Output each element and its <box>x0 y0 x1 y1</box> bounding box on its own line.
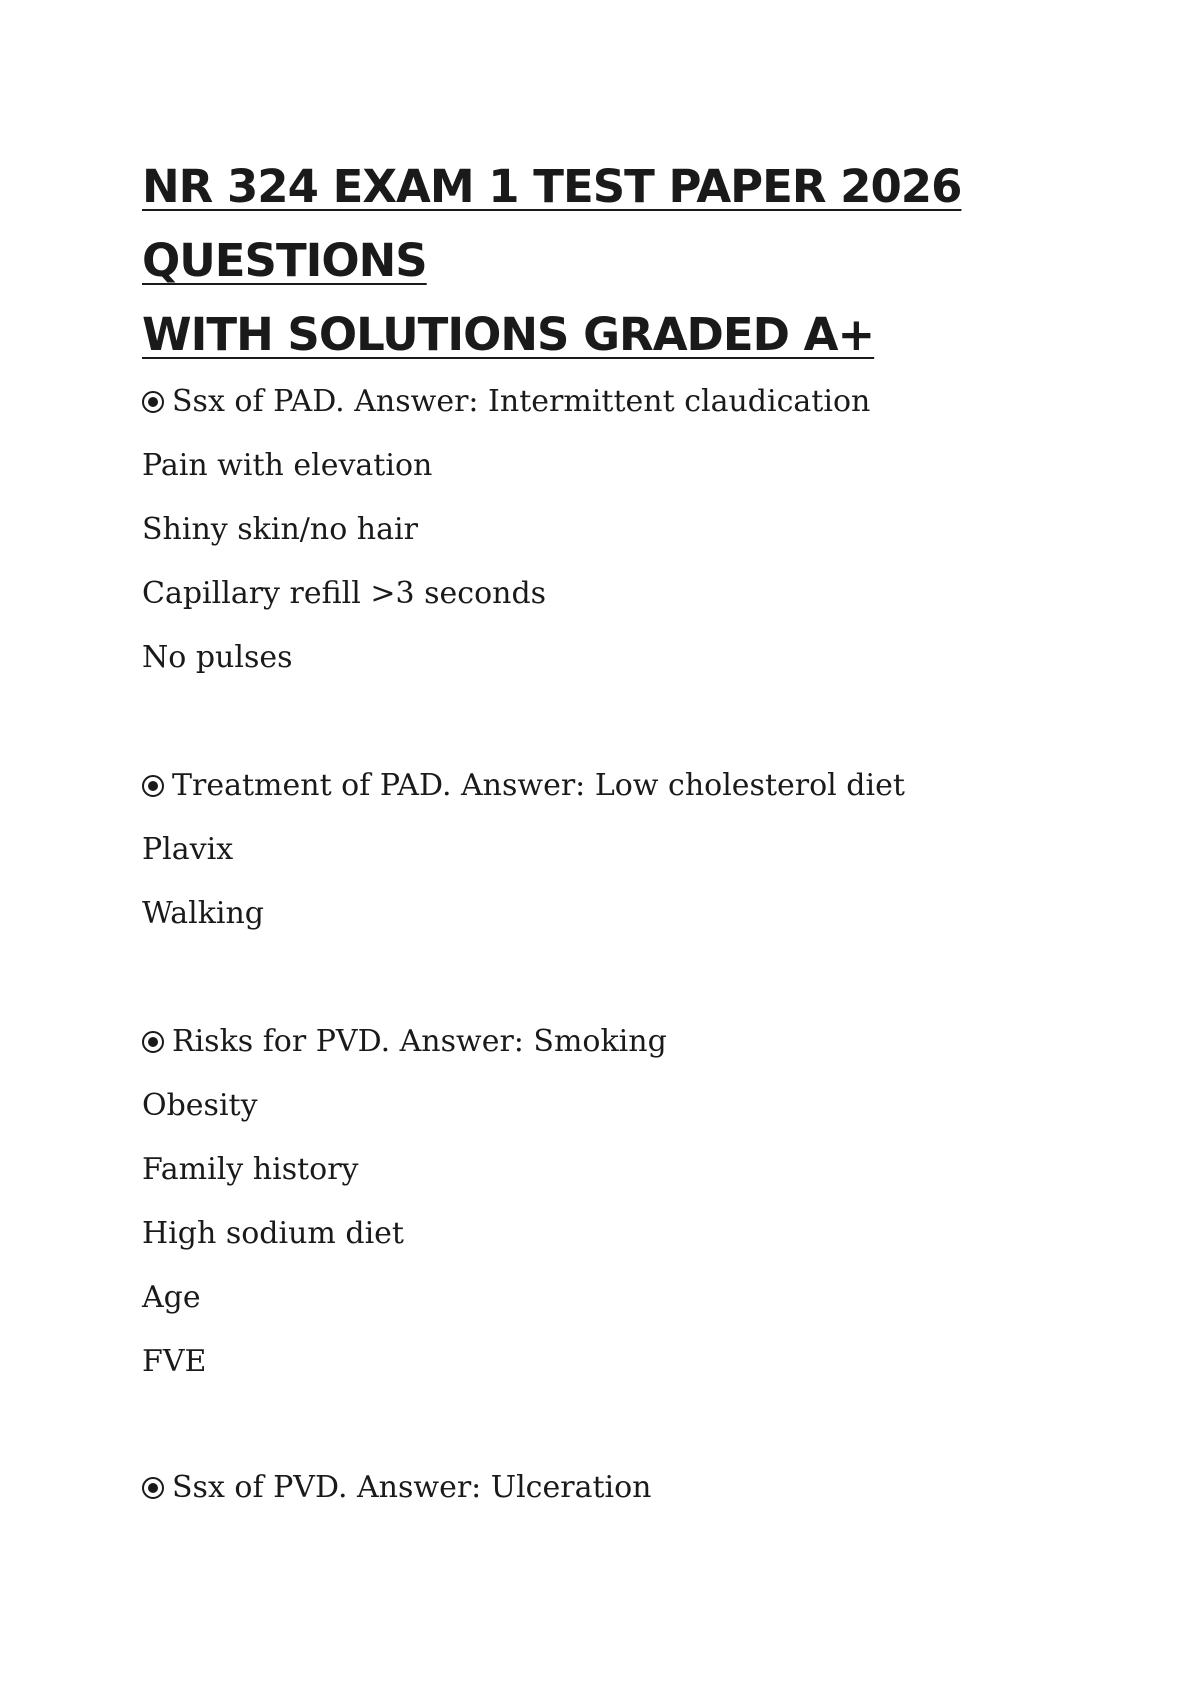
answer-line: No pulses <box>142 640 293 675</box>
bullet-icon <box>142 1031 164 1053</box>
answer-line: Capillary refill >3 seconds <box>142 576 547 611</box>
answer-line: Plavix <box>142 832 234 867</box>
question-line <box>142 1456 652 1520</box>
question-line <box>142 1010 667 1074</box>
bullet-icon <box>142 1477 164 1499</box>
bullet-icon <box>142 775 164 797</box>
qa-block <box>142 1010 667 1394</box>
title-line-1: NR 324 EXAM 1 TEST PAPER 2026 QUESTIONS <box>142 160 962 287</box>
answer-line: Obesity <box>142 1088 258 1123</box>
question-text: Treatment of PAD. Answer: Low cholesterol diet <box>172 768 905 803</box>
answer-line: Family history <box>142 1152 359 1187</box>
answer-line: Age <box>142 1280 201 1315</box>
answer-line: Walking <box>142 896 265 931</box>
answer-line: Shiny skin/no hair <box>142 512 418 547</box>
answer-line: High sodium diet <box>142 1216 404 1251</box>
question-line <box>142 370 870 434</box>
qa-block <box>142 1456 652 1520</box>
question-text: Ssx of PAD. Answer: Intermittent claudication <box>172 384 871 419</box>
question-text: Ssx of PVD. Answer: Ulceration <box>172 1470 652 1505</box>
qa-block <box>142 754 905 946</box>
title-line-2: WITH SOLUTIONS GRADED A+ <box>142 308 875 361</box>
bullet-icon <box>142 391 164 413</box>
question-line <box>142 754 905 818</box>
answer-line: FVE <box>142 1344 207 1379</box>
qa-block <box>142 370 870 690</box>
document-title <box>142 150 1062 372</box>
question-text: Risks for PVD. Answer: Smoking <box>172 1024 667 1059</box>
answer-line: Pain with elevation <box>142 448 433 483</box>
